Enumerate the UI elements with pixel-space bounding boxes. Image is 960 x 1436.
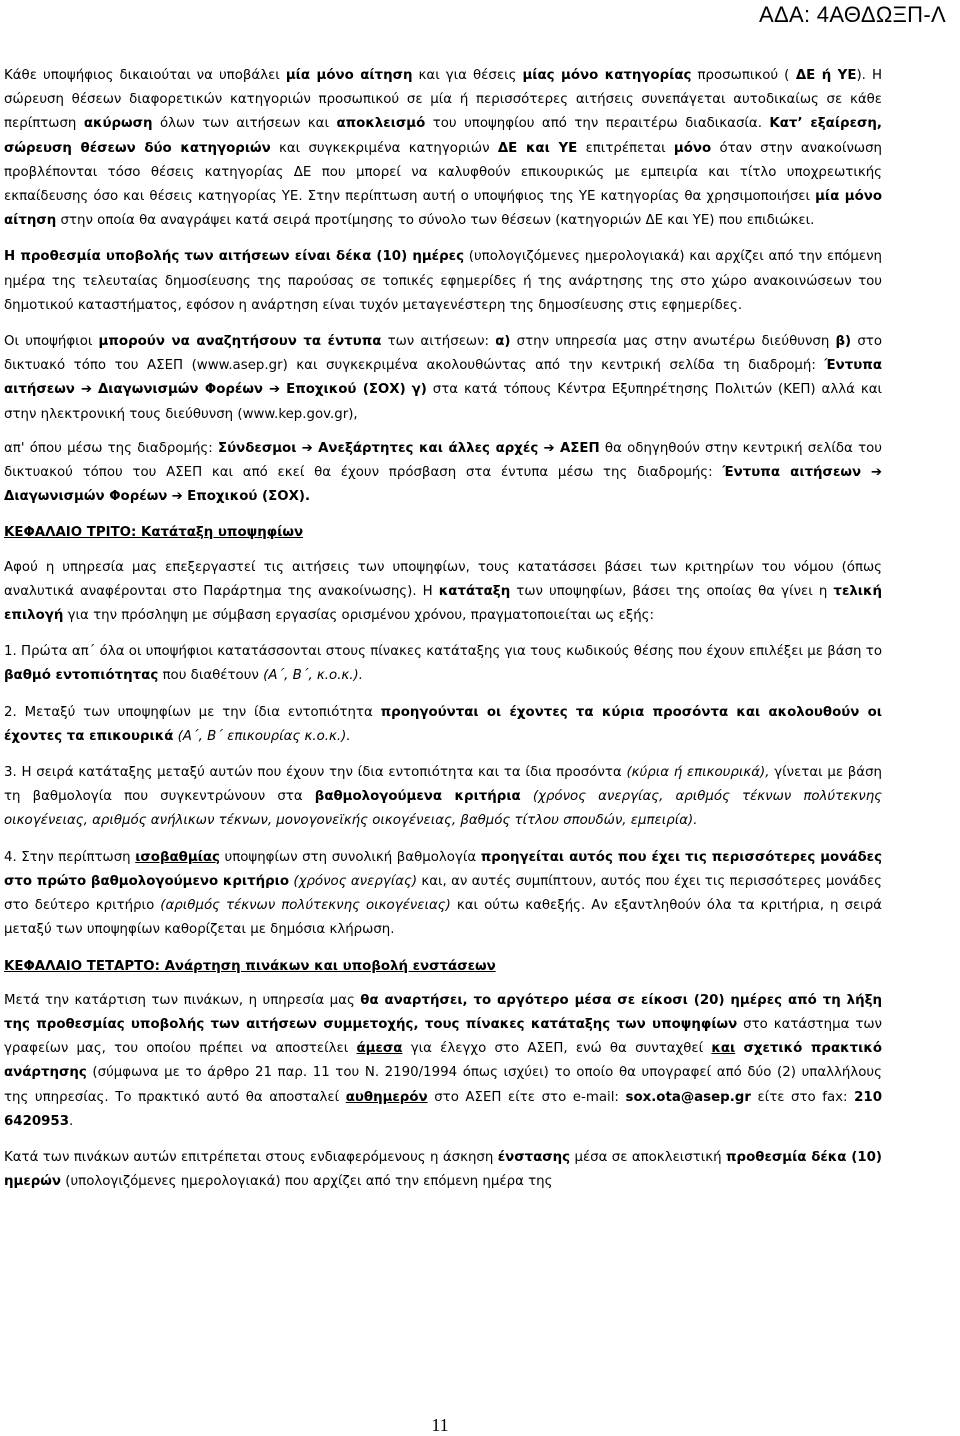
arrow-icon: ➔: [301, 440, 313, 456]
paragraph-deadline: Η προθεσμία υποβολής των αιτήσεων είναι δέκα (10) ημέρες (υπολογιζόμενες ημερολογιακά) και αρχίζει από την επόμενη ημέρα της τελευταίας δημοσίευσης της παρούσας σε τοπικές εφημερίδες ή της ανάρτησης της στο χώρο ανακοινώσεων του δημοτικού καταστήματος, εφόσον η ανάρτηση είναι τυχόν μεταγενέστερη της δημοσίευσης στις εφημερίδες.: [4, 249, 883, 313]
arrow-icon: ➔: [543, 440, 555, 456]
ada-code: ΑΔΑ: 4ΑΘΔΩΞΠ-Λ: [759, 2, 946, 27]
arrow-icon: ➔: [80, 382, 93, 398]
paragraph-forms: Οι υποψήφιοι μπορούν να αναζητήσουν τα έντυπα των αιτήσεων: α) στην υπηρεσία μας στην ανωτέρω διεύθυνση β) στο δικτυακό τόπο του ΑΣΕΠ (www.asep.gr) και συγκεκριμένα ακολουθώντας από την κεντρική σελίδα τη διαδρομή: Έντυπα αιτήσεων ➔ Διαγωνισμών Φορέων ➔ Εποχικού (ΣΟΧ) γ) στα κατά τόπους Κέντρα Εξυπηρέτησης Πολιτών (ΚΕΠ) αλλά και στην ηλεκτρονική τους διεύθυνση (www.kep.gov.gr),: [4, 334, 883, 422]
heading-chapter-four: ΚΕΦΑΛΑΙΟ ΤΕΤΑΡΤΟ: Ανάρτηση πινάκων και υποβολή ενστάσεων: [4, 958, 496, 974]
paragraph-application-rules: Κάθε υποψήφιος δικαιούται να υποβάλει μία μόνο αίτηση και για θέσεις μίας μόνο κατηγορίας προσωπικού ( ΔΕ ή ΥΕ). Η σώρευση θέσεων διαφορετικών κατηγοριών προσωπικού σε μία ή περισσότερες αιτήσεις συνεπάγεται αυτοδικαίως σε κάθε περίπτωση ακύρωση όλων των αιτήσεων και αποκλεισμό του υποψηφίου από την περαιτέρω διαδικασία. Κατ’ εξαίρεση, σώρευση θέσεων δύο κατηγοριών και συγκεκριμένα κατηγοριών ΔΕ και ΥΕ επιτρέπεται μόνο όταν στην ανακοίνωση προβλέπονται τόσο θέσεις κατηγορίας ΔΕ που μπορεί να καλυφθούν επικουρικώς με εμπειρία και τίτλο υποχρεωτικής εκπαίδευσης όσο και θέσεις κατηγορίας ΥΕ. Στην περίπτωση αυτή ο υποψήφιος της ΥΕ κατηγορίας θα χρησιμοποιήσει μία μόνο αίτηση στην οποία θα αναγράψει κατά σειρά προτίμησης το σύνολο των θέσεων (κατηγοριών ΔΕ και ΥΕ) που επιδιώκει.: [4, 68, 883, 229]
paragraph-ranking-intro: Αφού η υπηρεσία μας επεξεργαστεί τις αιτήσεις των υποψηφίων, τους κατατάσσει βάσει των κριτηρίων του νόμου (όπως αναλυτικά αναφέρονται στο Παράρτημα της ανακοίνωσης). Η κατάταξη των υποψηφίων, βάσει της οποίας θα γίνει η τελική επιλογή για την πρόσληψη με σύμβαση εργασίας ορισμένου χρόνου, πραγματοποιείται ως εξής:: [4, 559, 882, 624]
ranking-item-1: 1. Πρώτα απ΄ όλα οι υποψήφιοι κατατάσσονται στους πίνακες κατάταξης για τους κωδικούς θέσης που έχουν επιλέξει με βάση το βαθμό εντοπιότητας που διαθέτουν (Α΄, Β΄, κ.ο.κ.).: [4, 644, 882, 684]
page-number: 11: [431, 1415, 449, 1435]
paragraph-posting: Μετά την κατάρτιση των πινάκων, η υπηρεσία μας θα αναρτήσει, το αργότερο μέσα σε είκοσι (20) ημέρες από τη λήξη της προθεσμίας υποβολής των αιτήσεων συμμετοχής, τους πίνακες κατάταξης των υποψηφίων στο κατάστημα των γραφείων μας, του οποίου πρέπει να αποστείλει άμεσα για έλεγχο στο ΑΣΕΠ, ενώ θα συνταχθεί και σχετικό πρακτικό ανάρτησης (σύμφωνα με το άρθρο 21 παρ. 11 του Ν. 2190/1994 όπως ισχύει) το οποίο θα υπογραφεί από δύο (2) υπαλλήλους της υπηρεσίας. Το πρακτικό αυτό θα αποσταλεί αυθημερόν στο ΑΣΕΠ είτε στο e-mail: sox.ota@asep.gr είτε στο fax: 210 6420953.: [4, 992, 883, 1129]
heading-chapter-three: ΚΕΦΑΛΑΙΟ ΤΡΙΤΟ: Κατάταξη υποψηφίων: [4, 525, 304, 541]
paragraph-kep-path: απ' όπου μέσω της διαδρομής: Σύνδεσμοι ➔ Ανεξάρτητες και άλλες αρχές ➔ ΑΣΕΠ θα οδηγηθούν στην κεντρική σελίδα του δικτυακού τόπου του ΑΣΕΠ και από εκεί θα έχουν πρόσβαση στα έντυπα μέσω της διαδρομής: Έντυπα αιτήσεων ➔ Διαγωνισμών Φορέων ➔ Εποχικού (ΣΟΧ).: [4, 437, 882, 510]
ranking-item-4: 4. Στην περίπτωση ισοβαθμίας υποψηφίων στη συνολική βαθμολογία προηγείται αυτός που έχει τις περισσότερες μονάδες στο πρώτο βαθμολογούμενο κριτήριο (χρόνος ανεργίας) και, αν αυτές συμπίπτουν, αυτός που έχει τις περισσότερες μονάδες στο δεύτερο κριτήριο (αριθμός τέκνων πολύτεκνης οικογένειας) και ούτω καθεξής. Αν εξαντληθούν όλα τα κριτήρια, η σειρά μεταξύ των υποψηφίων καθορίζεται με δημόσια κλήρωση.: [4, 849, 882, 938]
paragraph-objection: Κατά των πινάκων αυτών επιτρέπεται στους ενδιαφερόμενους η άσκηση ένστασης μέσα σε αποκλειστική προθεσμία δέκα (10) ημερών (υπολογιζόμενες ημερολογιακά) που αρχίζει από την επόμενη ημέρα της: [4, 1149, 882, 1190]
arrow-icon: ➔: [870, 465, 882, 481]
arrow-icon: ➔: [171, 489, 183, 505]
document-body: [4, 64, 882, 1206]
ranking-item-3: 3. Η σειρά κατάταξης μεταξύ αυτών που έχουν την ίδια εντοπιότητα και τα ίδια προσόντα (κύρια ή επικουρικά), γίνεται με βάση τη βαθμολογία που συγκεντρώνουν στα βαθμολογούμενα κριτήρια (χρόνος ανεργίας, αριθμός τέκνων πολύτεκνης οικογένειας, αριθμός ανήλικων τέκνων, μονογονεϊκής οικογένειας, βαθμός τίτλου σπουδών, εμπειρία).: [4, 765, 882, 829]
ranking-item-2: 2. Μεταξύ των υποψηφίων με την ίδια εντοπιότητα προηγούνται οι έχοντες τα κύρια προσόντα και ακολουθούν οι έχοντες τα επικουρικά (Α΄, Β΄ επικουρίας κ.ο.κ.).: [4, 704, 882, 744]
arrow-icon: ➔: [268, 382, 281, 398]
